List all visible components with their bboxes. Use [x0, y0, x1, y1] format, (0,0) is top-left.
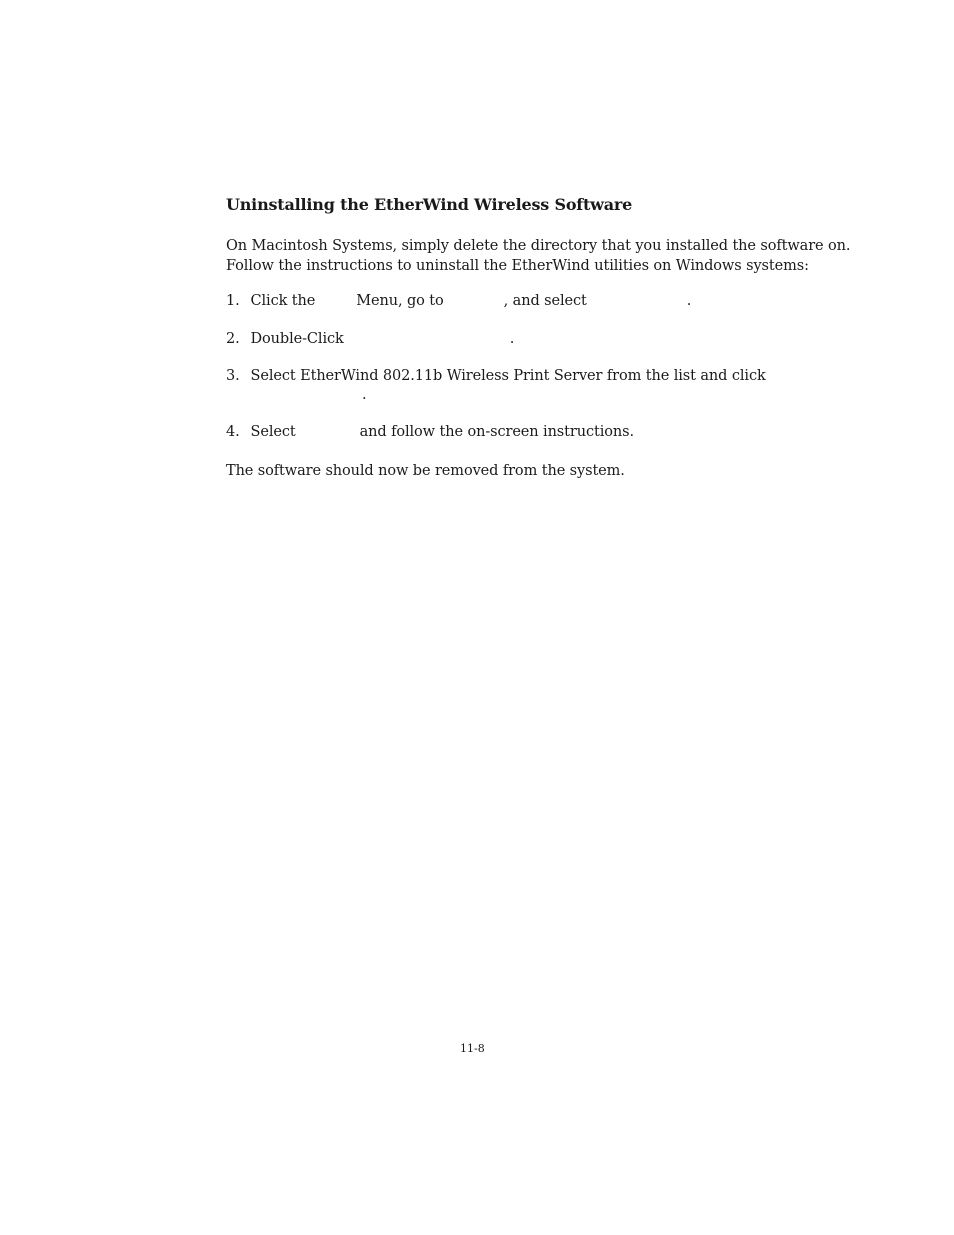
step-4-number: 4. [226, 424, 240, 440]
step-4-text-a: Select [250, 424, 296, 440]
intro-line-1: On Macintosh Systems, simply delete the directory that you installed the software on. [226, 238, 851, 254]
step-1-text-a: Click the [250, 293, 316, 309]
step-1 [226, 291, 691, 311]
section-heading: Uninstalling the EtherWind Wireless Software [226, 195, 633, 214]
page-number: 11-8 [460, 1042, 485, 1055]
step-3-line-2: . [362, 387, 367, 403]
step-2-text-a: Double-Click [250, 331, 344, 347]
step-1-text-d: . [686, 293, 692, 309]
step-2-number: 2. [226, 331, 240, 347]
step-4 [226, 422, 634, 442]
step-1-number: 1. [226, 293, 240, 309]
intro-line-2: Follow the instructions to uninstall the EtherWind utilities on Windows systems: [226, 258, 809, 274]
step-4-text-b: and follow the on-screen instructions. [359, 424, 634, 440]
step-2 [226, 329, 514, 349]
closing-sentence: The software should now be removed from the system. [226, 463, 625, 479]
step-1-text-c: , and select [503, 293, 587, 309]
step-3-number: 3. [226, 368, 240, 384]
step-2-text-b: . [509, 331, 515, 347]
intro-paragraph [226, 236, 850, 276]
step-3-continuation [246, 385, 367, 405]
step-3 [226, 366, 766, 386]
step-3-line-1: Select EtherWind 802.11b Wireless Print Server from the list and click [250, 368, 766, 384]
step-1-text-b: Menu, go to [356, 293, 444, 309]
